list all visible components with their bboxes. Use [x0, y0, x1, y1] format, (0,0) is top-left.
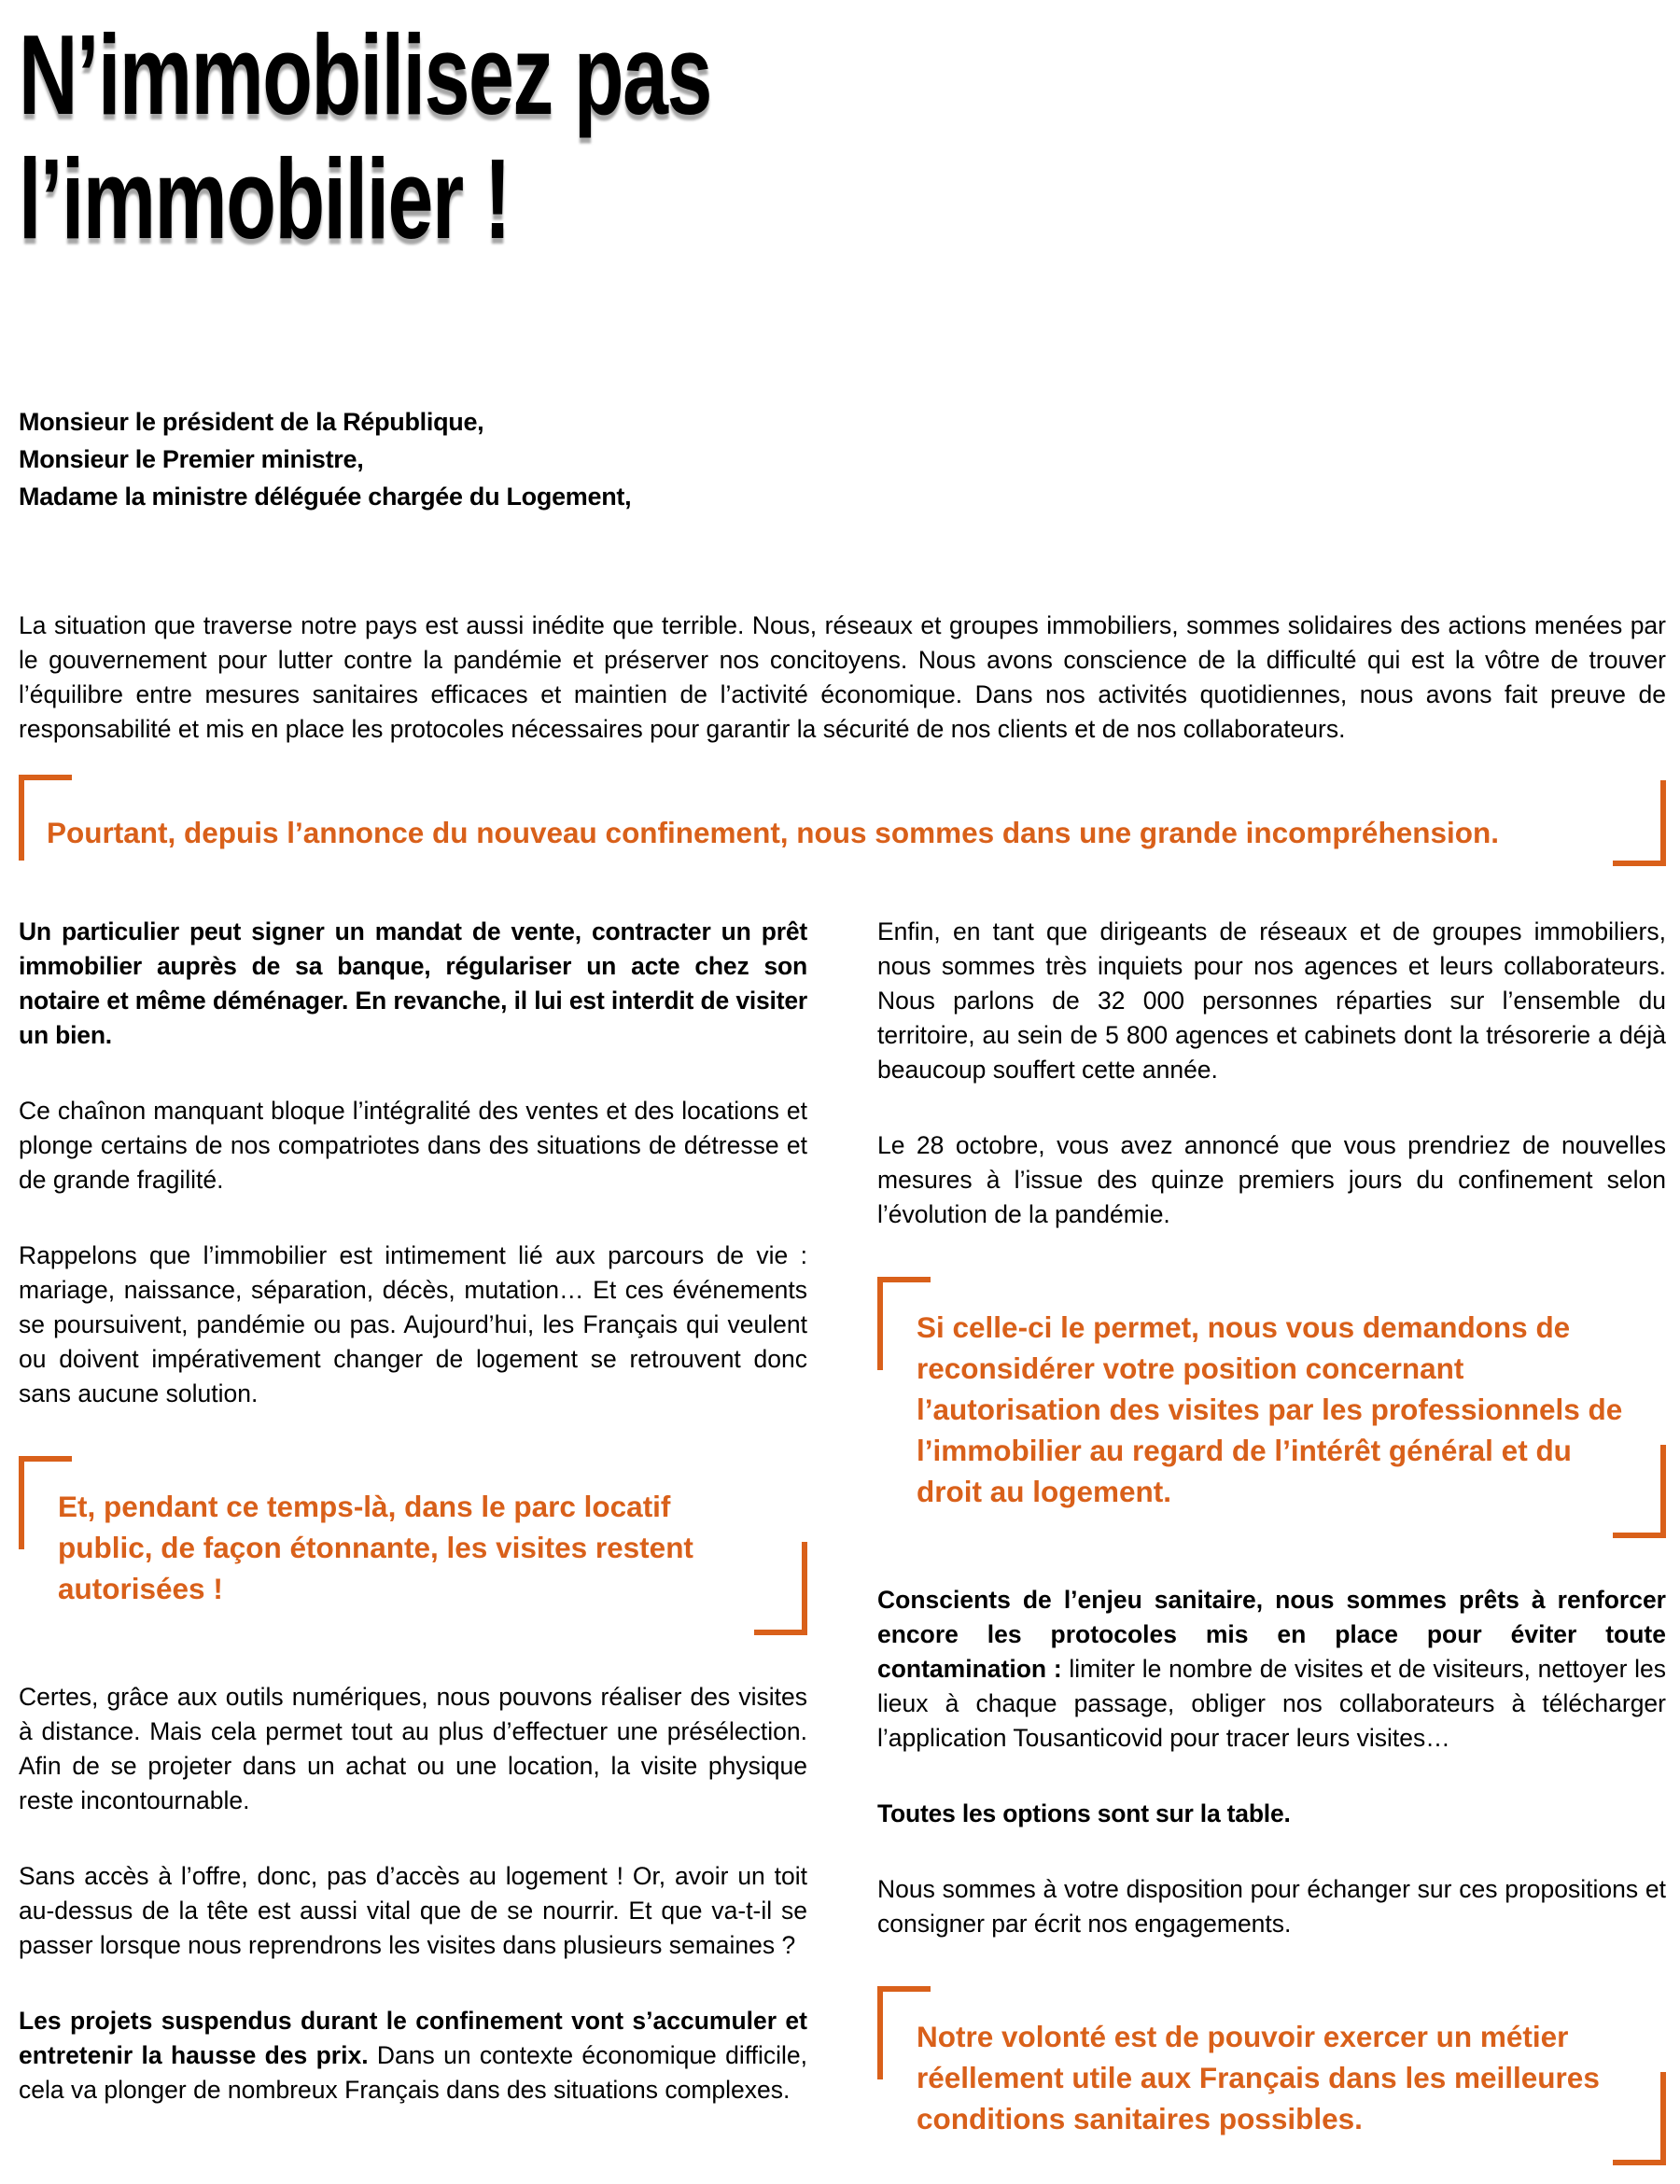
- corner-bracket-bottom-right-icon: [1613, 2072, 1666, 2165]
- right-para-enjeu-sanitaire-bold: Conscients de l’enjeu sanitaire, nous sommes prêts à renforcer encore les protocoles mis en place pour éviter toute contamination :: [877, 1586, 1666, 1683]
- intro-paragraph: La situation que traverse notre pays est aussi inédite que terrible. Nous, réseaux et groupes immobiliers, sommes solidaires des actions menées par le gouvernement pour lutter contre la pandémie et préserver nos concitoyens. Nous avons conscience de la difficulté qui est la vôtre de trouver l’équilibre entre mesures sanitaires efficaces et maintien de l’activité économique. Dans nos activités quotidiennes, nous avons fait preuve de responsabilité et mis en place les protocoles nécessaires pour garantir la sécurité de nos clients et de nos collaborateurs.: [19, 611, 1666, 743]
- salutation-line-ministre-logement: Madame la ministre déléguée chargée du Logement,: [19, 483, 632, 511]
- page-title-line-2: l’immobilier !: [19, 135, 511, 262]
- pullquote-reconsiderer-position-text: Si celle-ci le permet, nous vous demandons de reconsidérer votre position concernant l’autorisation des visites par les professionnels de l’immobilier au regard de l’intérêt général et du droit au logement.: [917, 1310, 1623, 1508]
- pullquote-volonte-metier-text: Notre volonté est de pouvoir exercer un métier réellement utile aux Français dans les meilleures conditions sanitaires possibles.: [917, 2020, 1600, 2135]
- left-para-mandat-vente: Un particulier peut signer un mandat de vente, contracter un prêt immobilier auprès de sa banque, régulariser un acte chez son notaire et même déménager. En revanche, il lui est interdit de visiter un bien.: [19, 917, 807, 1049]
- right-column: [877, 915, 1666, 2165]
- corner-bracket-top-left-icon: [19, 775, 72, 861]
- page-title: [19, 13, 1666, 261]
- pullquote-main-text: Pourtant, depuis l’annonce du nouveau confinement, nous sommes dans une grande incompréhension.: [47, 816, 1499, 849]
- right-para-enjeu-sanitaire: [877, 1583, 1666, 1756]
- right-para-options-table: Toutes les options sont sur la table.: [877, 1799, 1291, 1827]
- left-para-parcours-de-vie: Rappelons que l’immobilier est intimement lié aux parcours de vie : mariage, naissance, séparation, décès, mutation… Et ces événements se poursuivent, pandémie ou pas. Aujourd’hui, les Français qui veulent ou doivent impérativement changer de logement se retrouvent donc sans aucune solution.: [19, 1241, 807, 1407]
- salutation-block: [19, 403, 1666, 515]
- left-para-projets-suspendus-bold: Les projets suspendus durant le confinement vont s’accumuler et entretenir la hausse des prix.: [19, 2007, 807, 2069]
- right-para-disposition: Nous sommes à votre disposition pour échanger sur ces propositions et consigner par écrit nos engagements.: [877, 1875, 1666, 1938]
- left-para-projets-suspendus: [19, 2004, 807, 2107]
- page-title-line-1: N’immobilisez pas: [19, 11, 711, 138]
- pullquote-main: [19, 775, 1666, 866]
- pullquote-parc-locatif-text: Et, pendant ce temps-là, dans le parc locatif public, de façon étonnante, les visites restent autorisées !: [58, 1490, 693, 1605]
- corner-bracket-top-left-icon: [877, 1277, 931, 1370]
- corner-bracket-bottom-right-icon: [1613, 780, 1666, 866]
- corner-bracket-top-left-icon: [19, 1456, 72, 1549]
- salutation-line-premier-ministre: Monsieur le Premier ministre,: [19, 445, 364, 473]
- left-para-outils-numeriques: Certes, grâce aux outils numériques, nous pouvons réaliser des visites à distance. Mais cela permet tout au plus d’effectuer une présélection. Afin de se projeter dans un achat ou une location, la visite physique reste incontournable.: [19, 1683, 807, 1814]
- pullquote-reconsiderer-position: [877, 1277, 1666, 1538]
- pullquote-parc-locatif: [19, 1456, 807, 1635]
- right-para-enjeu-sanitaire-rest: limiter le nombre de visites et de visiteurs, nettoyer les lieux à chaque passage, obliger nos collaborateurs à télécharger l’application Tousanticovid pour tracer leurs visites…: [877, 1655, 1666, 1752]
- corner-bracket-top-left-icon: [877, 1986, 931, 2079]
- left-para-acces-logement: Sans accès à l’offre, donc, pas d’accès au logement ! Or, avoir un toit au-dessus de la tête est aussi vital que de se nourrir. Et que va-t-il se passer lorsque nous reprendrons les visites dans plusieurs semaines ?: [19, 1862, 807, 1959]
- left-para-chainon-manquant: Ce chaînon manquant bloque l’intégralité des ventes et des locations et plonge certains de nos compatriotes dans des situations de détresse et de grande fragilité.: [19, 1097, 807, 1194]
- corner-bracket-bottom-right-icon: [1613, 1445, 1666, 1538]
- corner-bracket-bottom-right-icon: [754, 1542, 807, 1635]
- right-para-28-octobre: Le 28 octobre, vous avez annoncé que vous prendriez de nouvelles mesures à l’issue des quinze premiers jours du confinement selon l’évolution de la pandémie.: [877, 1131, 1666, 1228]
- left-column: [19, 915, 807, 2149]
- right-para-dirigeants-reseaux: Enfin, en tant que dirigeants de réseaux et de groupes immobiliers, nous sommes très inquiets pour nos agences et leurs collaborateurs. Nous parlons de 32 000 personnes réparties sur l’ensemble du territoire, au sein de 5 800 agences et cabinets dont la trésorerie a déjà beaucoup souffert cette année.: [877, 917, 1666, 1084]
- salutation-line-president: Monsieur le président de la République,: [19, 408, 484, 436]
- two-column-body: [19, 915, 1666, 2165]
- left-para-projets-suspendus-rest: Dans un contexte économique difficile, cela va plonger de nombreux Français dans des situations complexes.: [19, 2041, 808, 2104]
- pullquote-volonte-metier: [877, 1986, 1666, 2165]
